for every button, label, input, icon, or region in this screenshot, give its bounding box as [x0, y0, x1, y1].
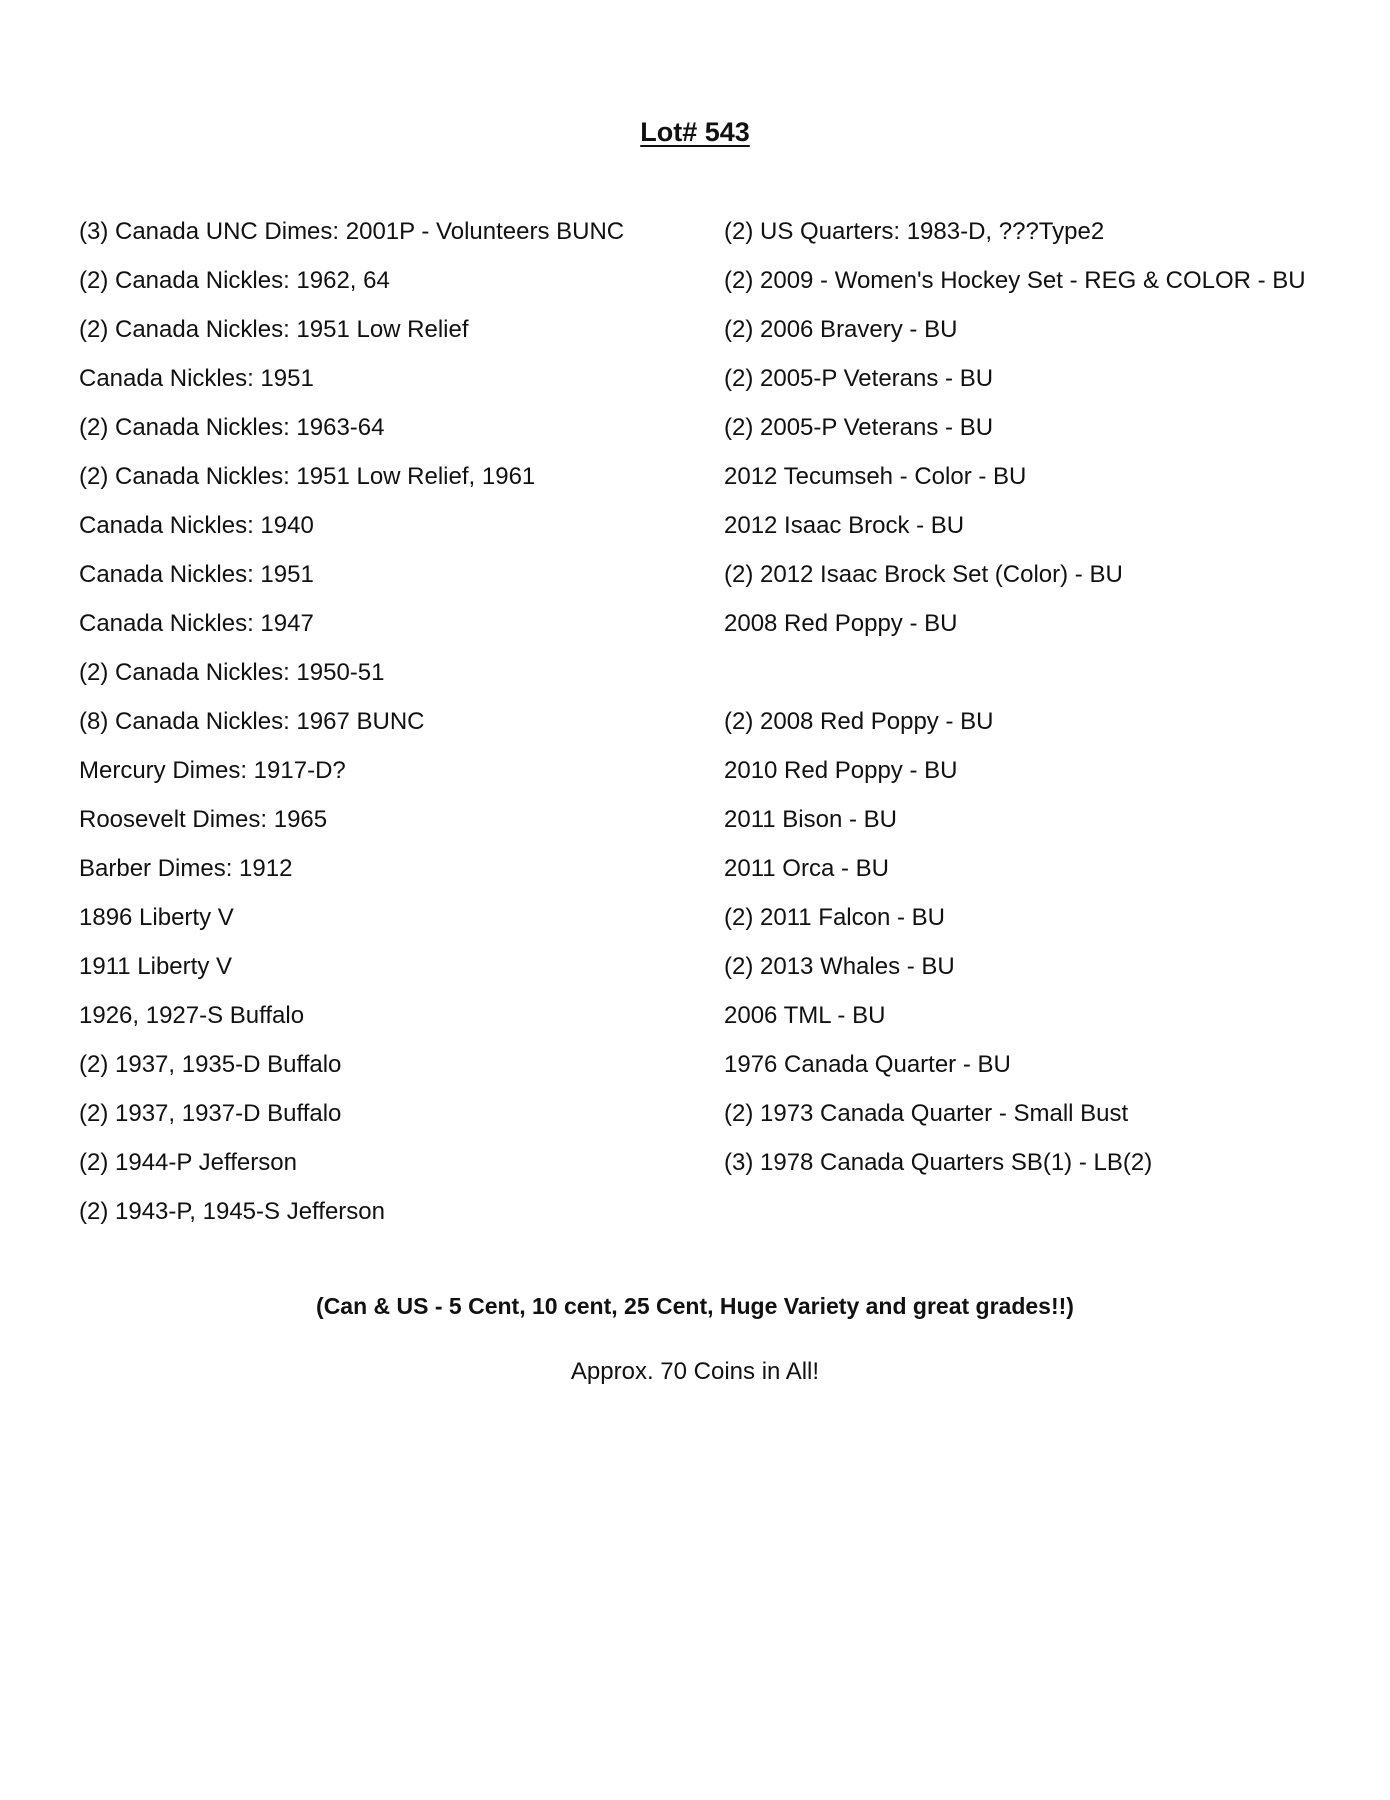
list-item: (2) 1937, 1935-D Buffalo — [79, 1051, 342, 1078]
list-item: 2006 TML - BU — [724, 1002, 886, 1029]
list-item: 1911 Liberty V — [79, 953, 232, 980]
list-item: Canada Nickles: 1951 — [79, 365, 314, 392]
list-item: Canada Nickles: 1940 — [79, 512, 314, 539]
list-item: 1926, 1927-S Buffalo — [79, 1002, 305, 1029]
list-item: 2012 Isaac Brock - BU — [724, 512, 965, 539]
lot-title-container — [0, 112, 1390, 152]
list-item: Barber Dimes: 1912 — [79, 855, 293, 882]
left-item-list — [79, 212, 699, 1241]
list-item: (2) 2013 Whales - BU — [724, 953, 955, 980]
list-item: (2) 1937, 1937-D Buffalo — [79, 1100, 342, 1127]
list-item: Roosevelt Dimes: 1965 — [79, 806, 328, 833]
list-item: (2) 1973 Canada Quarter - Small Bust — [724, 1100, 1129, 1127]
list-item — [724, 653, 1364, 702]
list-item: (2) 1943-P, 1945-S Jefferson — [79, 1198, 385, 1225]
list-item: 2010 Red Poppy - BU — [724, 757, 958, 784]
right-item-list — [724, 212, 1364, 1192]
list-item: (8) Canada Nickles: 1967 BUNC — [79, 708, 425, 735]
list-item: (2) Canada Nickles: 1950-51 — [79, 659, 385, 686]
list-item: (2) Canada Nickles: 1962, 64 — [79, 267, 390, 294]
list-item: 2011 Orca - BU — [724, 855, 889, 882]
list-item: 1896 Liberty V — [79, 904, 234, 931]
list-item: (2) 2005-P Veterans - BU — [724, 365, 994, 392]
list-item: 2012 Tecumseh - Color - BU — [724, 463, 1027, 490]
list-item: (2) 2008 Red Poppy - BU — [724, 708, 994, 735]
list-item: 1976 Canada Quarter - BU — [724, 1051, 1011, 1078]
list-item: (2) 2011 Falcon - BU — [724, 904, 945, 931]
list-item: (2) Canada Nickles: 1951 Low Relief — [79, 316, 469, 343]
lot-summary: Approx. 70 Coins in All! — [570, 1358, 820, 1385]
list-item: 2011 Bison - BU — [724, 806, 897, 833]
list-item: (3) 1978 Canada Quarters SB(1) - LB(2) — [724, 1149, 1153, 1176]
list-item: 2008 Red Poppy - BU — [724, 610, 958, 637]
list-item: (2) 2009 - Women's Hockey Set - REG & COLOR - BU — [724, 267, 1306, 294]
list-item: (2) 2012 Isaac Brock Set (Color) - BU — [724, 561, 1123, 588]
list-item: (2) Canada Nickles: 1963-64 — [79, 414, 385, 441]
list-item: (2) 2005-P Veterans - BU — [724, 414, 994, 441]
list-item: (2) Canada Nickles: 1951 Low Relief, 1961 — [79, 463, 536, 490]
list-item: (2) 1944-P Jefferson — [79, 1149, 297, 1176]
list-item: (2) 2006 Bravery - BU — [724, 316, 958, 343]
lot-footnote: (Can & US - 5 Cent, 10 cent, 25 Cent, Huge Variety and great grades!!) — [316, 1293, 1074, 1319]
list-item: Canada Nickles: 1951 — [79, 561, 314, 588]
list-item: (3) Canada UNC Dimes: 2001P - Volunteers BUNC — [79, 218, 625, 245]
list-item: (2) US Quarters: 1983-D, ???Type2 — [724, 218, 1105, 245]
lot-title: Lot# 543 — [640, 117, 750, 147]
list-item: Canada Nickles: 1947 — [79, 610, 314, 637]
list-item: Mercury Dimes: 1917-D? — [79, 757, 346, 784]
